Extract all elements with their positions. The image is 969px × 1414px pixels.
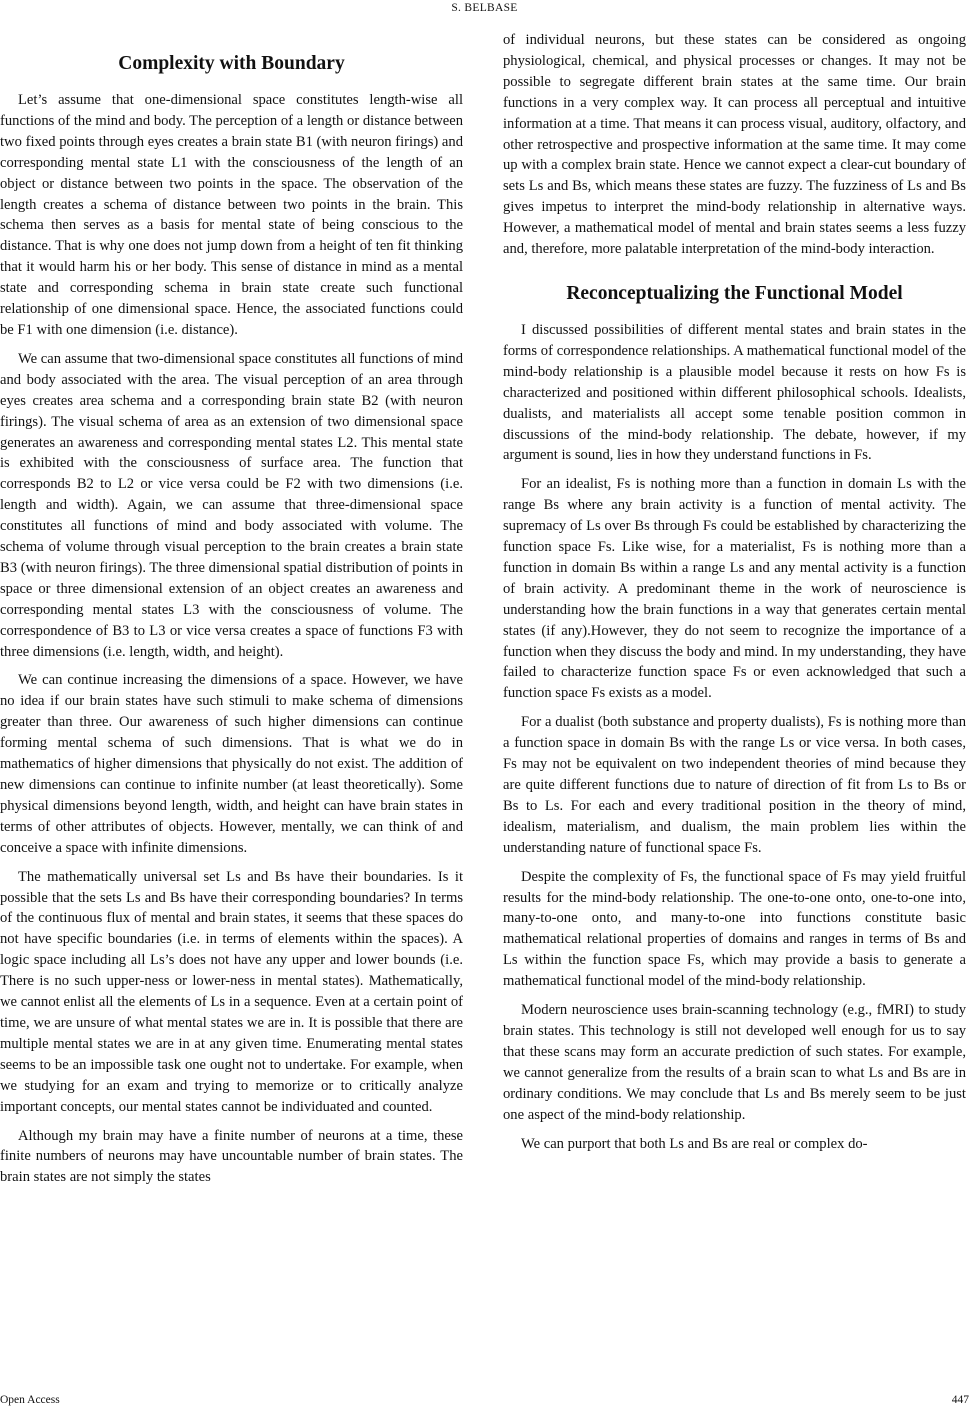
left-column bbox=[0, 30, 463, 1196]
paragraph: Despite the complexity of Fs, the functional space of Fs may yield fruitful results for the mind-body relationship. The one-to-one onto, one-to-one into, many-to-one onto, and many-to-one into functions constitute basic mathematical relational properties of domains and ranges in terms of Bs and Ls within the function space Fs, which may provide a basis to generate a mathematical functional model of the mind-body relationship. bbox=[503, 868, 966, 990]
paragraph: I discussed possibilities of different mental states and brain states in the forms of correspondence relationships. A mathematical functional model of the mind-body relationship is a plausible model because it rests on how Fs is characterized and positioned within different philosophical schools. Idealists, dualists, and materialists all accept some tenable position common in discussions of the mind-body relationship. The debate, however, if my argument is sound, lies in how they understand functions in Fs. bbox=[503, 321, 966, 464]
paragraph: We can continue increasing the dimensions of a space. However, we have no idea if our brain states have such stimuli to make schema of dimensions greater than three. Our awareness of such higher dimensions can continue forming mental schema of such dimensions. That is what we do in mathematics of higher dimensions that physically do not exist. The addition of new dimensions can continue to infinite number (at least theoretically). Some physical dimensions beyond length, width, and height can have brain states in terms of other attributes of objects. However, mentally, we can think of and conceive a space with infinite dimensions. bbox=[0, 672, 463, 856]
paragraph: For a dualist (both substance and property dualists), Fs is nothing more than a function space in domain Bs with the range Ls or vice versa. In both cases, Fs may not be equivalent on two independent theories of mind because they are quite different functions due to nature of direction of fit from Ls to Bs or Bs to Ls. For each and every traditional position in the theory of mind, idealism, materialism, and dualism, the main problem lies within the understanding nature of functional space Fs. bbox=[503, 714, 966, 856]
paragraph: Let’s assume that one-dimensional space constitutes length-wise all functions of the mind and body. The perception of a length or distance between two fixed points through eyes creates a brain state B1 (with neuron firings) and corresponding mental state L1 with the consciousness of the length of an object or distance between two points in the space. The observation of the length creates a schema of distance between two points in the brain. This schema then serves as a basis for mental state of being conscious to the distance. That is why one does not jump down from a height of ten fit thinking that it would harm his or her body. This sense of distance in mind as a mental state and corresponding schema in brain state create such functional relationship of one dimensional space. Hence, the associated functions could be F1 with one dimension (i.e. distance). bbox=[0, 92, 463, 338]
paragraph: For an idealist, Fs is nothing more than a function in domain Ls with the range Bs where any brain activity is a function of mental activity. The supremacy of Ls over Bs through Fs could be established by characterizing the function space Fs. Like wise, for a materialist, Fs is nothing more than a function in domain Bs within a range Ls and any mental activity is a function of brain activity. A predominant theme in the work of neuroscience is understanding how the brain functions in a way that generates certain mental states (if any).However, they do not seem to recognize the importance of a function when they discuss the body and mind. In my understanding, they have failed to characterize function space Fs or even acknowledged that such a function space Fs exists as a model. bbox=[503, 476, 966, 702]
section-heading-reconceptualizing: Reconceptualizing the Functional Model bbox=[566, 282, 903, 304]
paragraph: Modern neuroscience uses brain-scanning technology (e.g., fMRI) to study brain states. This technology is still not developed well enough for us to say that these scans may form an accurate prediction of such states. For example, we cannot generalize from the results of a brain scan to what Ls and Bs are in ordinary conditions. We may conclude that Ls and Bs merely seem to be just one aspect of the mind-body relationship. bbox=[503, 1002, 966, 1123]
running-head: S. BELBASE bbox=[451, 2, 518, 14]
page-number: 447 bbox=[951, 1394, 969, 1406]
paragraph-continuation: of individual neurons, but these states can be considered as ongoing physiological, chemical, and physical processes or changes. It may not be possible to segregate different brain states at the same time. Our brain functions in a very complex way. It can process all perceptual and intuitive information at a time. That means it can process visual, auditory, olfactory, and other retrospective and prospective information at the same time. It may come up with a complex brain state. Hence we cannot expect a clear-cut boundary of sets Ls and Bs, which means these states are fuzzy. The fuzziness of Ls and Bs gives impetus to interpret the mind-body relationship in alternative ways. However, a mathematical model of mental and brain states seems a less fuzzy and, therefore, more palatable interpretation of the mind-body interaction. bbox=[503, 32, 966, 258]
paragraph: Although my brain may have a finite number of neurons at a time, these finite numbers of neurons may have uncountable number of brain states. The brain states are not simply the states bbox=[0, 1127, 463, 1186]
section-heading-complexity: Complexity with Boundary bbox=[118, 53, 345, 74]
footer-open-access: Open Access bbox=[0, 1394, 60, 1406]
paragraph: The mathematically universal set Ls and Bs have their boundaries. Is it possible that the sets Ls and Bs have their corresponding boundaries? In terms of the continuous flux of mental and brain states, it seems that these spaces do not have specific boundaries (i.e. in terms of elements within the spaces). A logic space including all Ls’s does not have any upper and lower bounds (i.e. There is no such upper-ness or lower-ness in mental states). Mathematically, we cannot enlist all the elements of Ls in a sequence. Even at a certain point of time, we are unsure of what mental states we are in. It is possible that there are multiple mental states we are in at any given time. Enumerating mental states seems to be an impossible task one ought not to undertake. For example, when we studying for an exam and trying to memorize or to critically analyze important concepts, our mental states cannot be individuated and counted. bbox=[0, 868, 463, 1115]
paragraph: We can assume that two-dimensional space constitutes all functions of mind and body associated with the area. The visual perception of an area through eyes creates area schema and a corresponding brain state B2 (with neuron firings). The visual schema of area as an extension of two dimensional space generates an awareness and corresponding mental states L2. This mental state is exhibited with the consciousness of surface area. The function that corresponds B2 to L2 or vice versa could be F2 with two dimensions (i.e. length and width). Again, we can assume that three-dimensional space constitutes all functions of mind and body associated with volume. The schema of volume through visual perception to the brain creates a brain state B3 (with neuron firings). The three dimensional spatial distribution of points in space or three dimensional extension of an object creates an awareness and corresponding mental states L3 with the consciousness of volume. The correspondence of B3 to L3 or vice versa creates a space of functions F3 with three dimensions (i.e. length, width, and height). bbox=[0, 350, 463, 660]
paragraph: We can purport that both Ls and Bs are real or complex do- bbox=[521, 1135, 868, 1152]
right-column bbox=[503, 30, 966, 1162]
